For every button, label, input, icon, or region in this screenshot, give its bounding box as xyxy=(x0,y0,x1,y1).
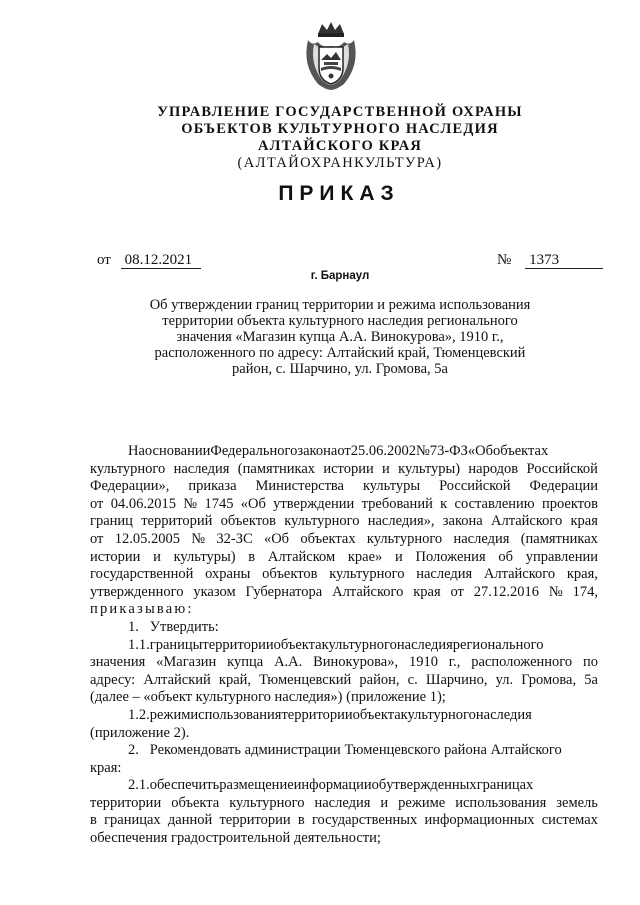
body-text-segment: 5а xyxy=(584,671,598,688)
body-text-segment: Алтайском xyxy=(267,548,336,565)
body-text-segment: (приложение 2). xyxy=(90,724,190,741)
body-word: объектах xyxy=(492,443,549,459)
body-text-segment: обеспечения градостроительной деятельности; xyxy=(90,830,381,847)
body-word: режим xyxy=(149,706,191,723)
body-line xyxy=(90,707,598,725)
body-word: регионального xyxy=(452,636,544,653)
body-text-segment: приказа xyxy=(188,478,237,495)
body-word: государственной xyxy=(90,566,194,583)
document-type-title: ПРИКАЗ xyxy=(278,182,400,205)
body-text-segment: № xyxy=(191,530,206,547)
date-value: 08.12.2021 xyxy=(121,252,201,269)
body-text-segment: г., xyxy=(448,654,461,671)
body-text-segment: Министерства xyxy=(255,478,344,495)
body-word: Алтайского xyxy=(332,583,404,600)
body-text-segment: объектах xyxy=(300,530,356,547)
body-word: границах xyxy=(476,777,534,794)
body-text-segment: культурного xyxy=(366,530,443,547)
subject-line: Об утверждении границ территории и режима использования xyxy=(149,297,531,313)
body-word: Федерального xyxy=(210,443,298,459)
body-word: объектов xyxy=(262,566,318,583)
body-line xyxy=(90,584,598,602)
body-text-segment: (памятниках xyxy=(520,530,598,547)
body-word: наследия xyxy=(396,636,453,653)
body-word: 27.12.2016 xyxy=(473,583,540,600)
subject-line: район, с. Шарчино, ул. Громова, 5а xyxy=(232,361,448,377)
body-word: На xyxy=(128,443,145,459)
coat-of-arms-icon xyxy=(300,20,362,92)
body-line xyxy=(90,513,598,531)
body-text-segment: Алтайский xyxy=(143,671,211,688)
body-text-segment: адресу: xyxy=(90,671,136,688)
body-line xyxy=(90,461,598,479)
body-word: от xyxy=(450,583,464,600)
body-text-segment: крае» xyxy=(347,548,383,565)
body-word: 1.1. xyxy=(128,636,150,653)
body-line xyxy=(90,531,598,549)
body-word: Алтайского xyxy=(490,513,563,530)
body-text-segment: значения xyxy=(90,654,146,671)
body-line xyxy=(90,637,598,655)
body-word: № xyxy=(548,583,563,600)
body-line xyxy=(90,742,598,760)
body-word: к xyxy=(440,495,448,512)
subject-line: значения «Магазин купца А.А. Винокурова», 1910 г., xyxy=(176,329,504,345)
body-text-segment: Громова, xyxy=(521,671,577,688)
body-line xyxy=(90,777,598,795)
body-word: 25.06.2002 xyxy=(350,443,416,459)
body-text-segment: истории xyxy=(90,548,141,565)
agency-name-line: УПРАВЛЕНИЕ ГОСУДАРСТВЕННОЙ ОХРАНЫ xyxy=(157,104,523,120)
body-word: территории xyxy=(219,812,291,829)
body-word: (памятниках xyxy=(237,460,316,477)
body-word: культурного xyxy=(284,513,360,530)
body-text-segment: Федерации», xyxy=(90,478,170,495)
agency-header xyxy=(0,104,640,172)
body-text-segment: край, xyxy=(218,671,252,688)
body-word: режиме xyxy=(398,794,446,811)
body-text-segment: Положения xyxy=(415,548,486,565)
body-text-segment: края: xyxy=(90,759,122,776)
body-text-segment: 12.05.2005 xyxy=(114,530,180,547)
body-line xyxy=(90,601,598,619)
body-word: указом xyxy=(193,583,236,600)
order-number xyxy=(497,252,603,269)
agency-short-name: (АЛТАЙОХРАНКУЛЬТУРА) xyxy=(237,155,443,171)
body-text-segment: наследия xyxy=(453,530,510,547)
body-word: края, xyxy=(566,566,598,583)
body-word: охраны xyxy=(205,566,251,583)
body-line xyxy=(90,496,598,514)
body-word: объекта xyxy=(352,706,401,723)
body-text-segment: от xyxy=(90,530,104,547)
body-text-segment: об xyxy=(498,548,513,565)
body-text-segment: (далее – «объект культурного наследия») (приложение 1); xyxy=(90,689,446,706)
body-word: объекта xyxy=(273,636,322,653)
agency-name-line: АЛТАЙСКОГО КРАЯ xyxy=(257,138,423,154)
body-word: закона xyxy=(297,443,338,459)
body-word: территории xyxy=(202,636,274,653)
body-word: закона xyxy=(442,513,483,530)
body-word: и xyxy=(382,460,390,477)
body-word: проектов xyxy=(541,495,598,512)
body-line xyxy=(90,760,598,778)
body-text-segment: 1910 xyxy=(408,654,438,671)
body-word: обеспечить xyxy=(149,777,220,794)
body-text-segment: «Магазин xyxy=(156,654,217,671)
body-word: объекта xyxy=(171,794,220,811)
body-word: границах xyxy=(104,812,161,829)
body-word: использования xyxy=(455,794,547,811)
body-line xyxy=(90,443,598,461)
body-word: Российской xyxy=(526,460,598,477)
body-word: в xyxy=(297,812,305,829)
body-word: утвержденных xyxy=(386,777,477,794)
body-text-segment: культуры) xyxy=(173,548,236,565)
body-word: об xyxy=(371,777,387,794)
body-word: «Об xyxy=(240,495,266,512)
body-word: требований xyxy=(361,495,433,512)
order-date xyxy=(97,252,201,269)
body-line xyxy=(90,672,598,690)
body-word: размещение xyxy=(219,777,294,794)
body-word: культурного xyxy=(329,566,405,583)
body-word: 1.2. xyxy=(128,706,150,723)
body-word: культурного xyxy=(229,794,305,811)
body-text-segment: приказываю: xyxy=(90,601,194,618)
body-text-segment: с. xyxy=(407,671,418,688)
body-word: культурного xyxy=(90,460,166,477)
body-word: от xyxy=(90,495,104,512)
body-text-segment: Тюменцевский xyxy=(259,671,352,688)
body-word: истории xyxy=(323,460,374,477)
body-word: основании xyxy=(144,443,211,459)
body-text-segment: А.А. xyxy=(274,654,303,671)
body-line xyxy=(90,830,598,848)
body-word: наследия», xyxy=(367,513,435,530)
number-value: 1373 xyxy=(525,252,603,269)
body-text-segment: Шарчино, xyxy=(425,671,488,688)
body-word: земель xyxy=(556,794,598,811)
body-word: края xyxy=(413,583,441,600)
body-line xyxy=(90,549,598,567)
body-line xyxy=(90,566,598,584)
order-subject xyxy=(130,297,550,377)
body-word: утверждении xyxy=(273,495,355,512)
body-word: в xyxy=(90,812,97,829)
body-text-segment: Федерации xyxy=(529,478,598,495)
body-word: 04.06.2015 xyxy=(110,495,176,512)
subject-line: территории объекта культурного наследия регионального xyxy=(162,313,518,329)
body-text-segment: 32-ЗС xyxy=(216,530,253,547)
body-line xyxy=(90,619,598,637)
body-text-segment: расположенного xyxy=(471,654,573,671)
body-text-segment: управлении xyxy=(525,548,598,565)
body-word: № xyxy=(415,443,430,459)
body-word: народов xyxy=(468,460,519,477)
body-line xyxy=(90,478,598,496)
body-word: культурного xyxy=(400,706,476,723)
body-word: территорий xyxy=(141,513,213,530)
body-word: объектов xyxy=(220,513,276,530)
agency-name-line: ОБЪЕКТОВ КУЛЬТУРНОГО НАСЛЕДИЯ xyxy=(181,121,499,137)
body-word: «Об xyxy=(467,443,493,459)
body-word: составлению xyxy=(454,495,535,512)
body-word: края xyxy=(570,513,598,530)
body-word: информации xyxy=(293,777,372,794)
body-text-segment: в xyxy=(248,548,256,565)
body-word: наследия xyxy=(314,794,371,811)
body-word: 2.1. xyxy=(128,777,150,794)
body-line xyxy=(90,689,598,707)
body-word: информационных xyxy=(424,812,535,829)
order-body xyxy=(90,443,598,848)
city-label: г. Барнаул xyxy=(310,270,370,282)
body-text-segment: ул. xyxy=(495,671,514,688)
body-word: использования xyxy=(190,706,282,723)
body-line xyxy=(90,795,598,813)
body-word: утвержденного xyxy=(90,583,184,600)
body-word: культурного xyxy=(321,636,397,653)
body-word: государственных xyxy=(311,812,418,829)
body-line xyxy=(90,812,598,830)
body-text-segment: по xyxy=(582,654,598,671)
body-text-segment: и xyxy=(153,548,161,565)
date-prefix: от xyxy=(97,252,111,268)
body-word: культуры) xyxy=(398,460,461,477)
body-word: наследия xyxy=(416,566,473,583)
body-line xyxy=(90,725,598,743)
body-word: 73-ФЗ xyxy=(429,443,468,459)
body-line xyxy=(90,654,598,672)
body-text-segment: Винокурова», xyxy=(313,654,399,671)
body-word: 1745 xyxy=(204,495,234,512)
body-word: Алтайского xyxy=(483,566,556,583)
body-text-segment: «Об xyxy=(263,530,290,547)
body-word: 174, xyxy=(572,583,598,600)
body-word: наследия xyxy=(173,460,230,477)
body-word: Губернатора xyxy=(245,583,323,600)
body-word: и xyxy=(380,794,389,811)
body-word: границ xyxy=(90,513,133,530)
body-word: территории xyxy=(90,794,162,811)
body-text-segment: купца xyxy=(227,654,264,671)
body-text-segment: 1. Утвердить: xyxy=(128,618,219,635)
body-word: наследия xyxy=(475,706,532,723)
number-prefix: № xyxy=(497,252,512,268)
body-word: № xyxy=(183,495,198,512)
body-text-segment: район, xyxy=(359,671,400,688)
body-word: данной xyxy=(167,812,213,829)
body-word: границы xyxy=(149,636,203,653)
subject-line: расположенного по адресу: Алтайский край, Тюменцевский xyxy=(154,345,526,361)
body-word: территории xyxy=(281,706,353,723)
body-text-segment: и xyxy=(395,548,403,565)
body-word: системах xyxy=(541,812,598,829)
body-text-segment: Российской xyxy=(439,478,511,495)
body-text-segment: 2. Рекомендовать администрации Тюменцевского района Алтайского xyxy=(128,742,562,759)
body-text-segment: культуры xyxy=(362,478,421,495)
body-word: от xyxy=(337,443,351,459)
